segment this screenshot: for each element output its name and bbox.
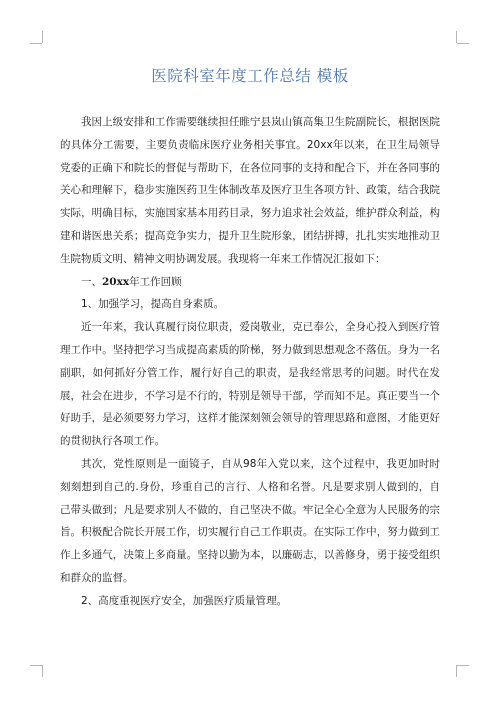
paragraph-party-principle: 其次，党性原则是一面镜子，自从98年入党以来，这个过程中，我更加时时刻刻想到自己的.身份，珍重自己的言行、人格和名誉。凡是要求别人做到的，自己带头做到；凡是要求别人不做的，自己坚决不做。牢记全心全意为人民服务的宗旨。积极配合院长开展工作，切实履行自己工作职责。在实际工作中，努力做到工作上多通气，决策上多商量。坚持以勤为本，以廉砺志，以善修身，勇于接受组织和群众的监督。	[60, 457, 440, 584]
document-title: 医院科室年度工作总结 模板	[151, 67, 349, 85]
section-year: 20xx	[102, 275, 130, 288]
paragraph-duties: 近一年来，我认真履行岗位职责，爱岗敬业，克已奉公，全身心投入到医疗管理工作中。坚持把学习当成提高素质的阶梯，努力做到思想观念不落伍。身为一名副职，如何抓好分管工作，履行好自己的职责，是我经常思考的问题。时代在发展，社会在进步，不学习是不行的，特别是领导干部，学而知不足。真正要当一个好助手，是必须要努力学习，这样才能深刻领会领导的管理思路和意图，才能更好的贯彻执行各项工作。	[60, 321, 440, 448]
section-heading-review	[60, 271, 440, 294]
section-prefix: 一、	[81, 275, 102, 288]
section-suffix: 年工作回顾	[129, 275, 182, 288]
subheading-medical-safety: 2、高度重视医疗安全，加强医疗质量管理。	[81, 594, 288, 607]
document-body	[60, 111, 440, 613]
subheading-study: 1、加强学习，提高自身素质。	[81, 298, 225, 311]
intro-paragraph: 我因上级安排和工作需要继续担任睢宁县岚山镇高集卫生院副院长，根据医院的具体分工需要，主要负责临床医疗业务相关事宜。20xx年以来，在卫生局领导党委的正确下和院长的督促与帮助下，在各位同事的支持和配合下，并在各同事的关心和理解下，稳步实施医药卫生体制改革及医疗卫生各项方针、政策，结合我院实际，明确目标，实施国家基本用药目录，努力追求社会效益，维护群众利益，构建和谐医患关系；提高竞争实力，提升卫生院形象，团结拼搏，扎扎实实地推动卫生院物质文明、精神文明协调发展。我现将一年来工作情况汇报如下：	[60, 116, 440, 265]
